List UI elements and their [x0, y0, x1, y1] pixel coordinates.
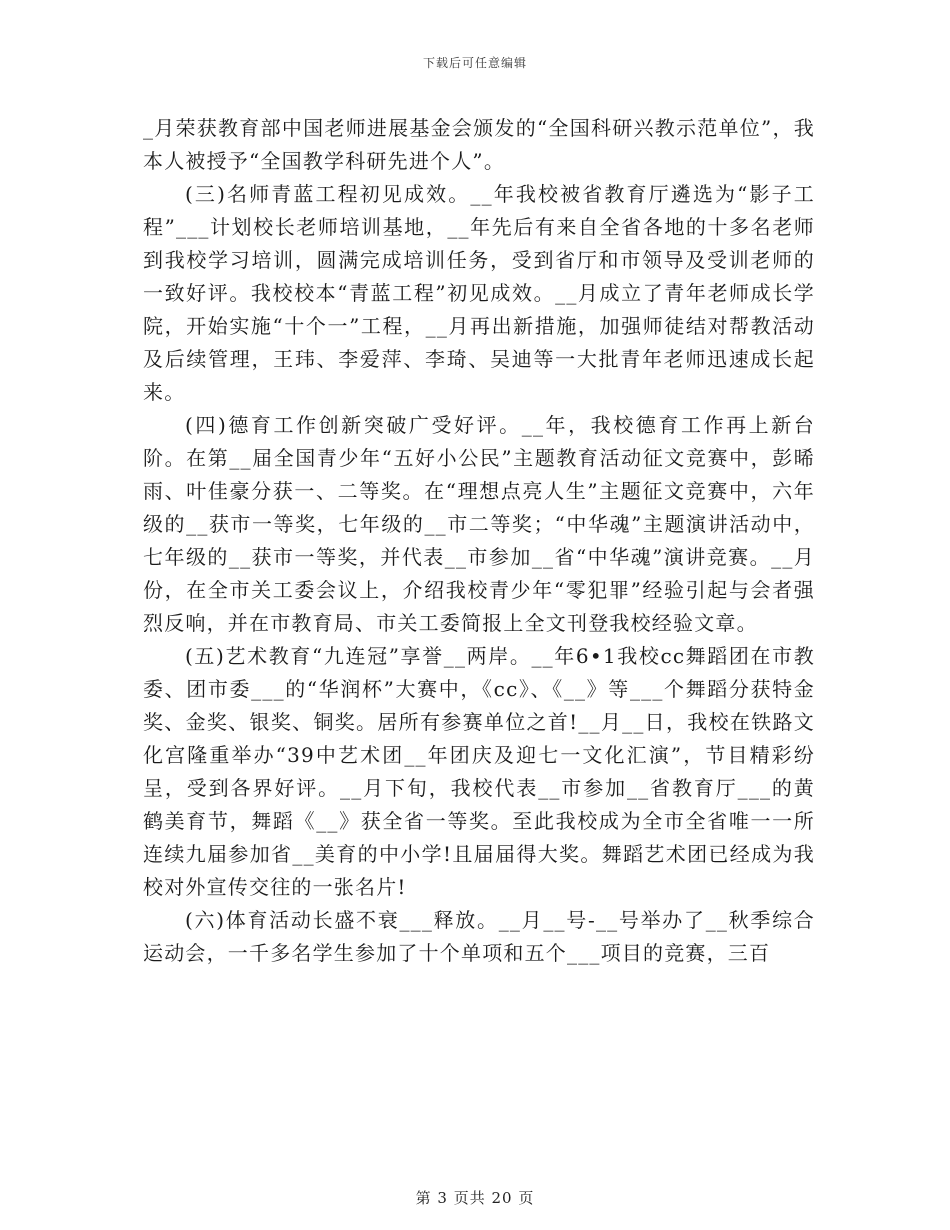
paragraph-section-5: (五)艺术教育“九连冠”享誉__两岸。__年6•1我校cc舞蹈团在市教委、团市委___的“华润杯”大赛中，《cc》、《__》等___个舞蹈分获特金奖、金奖、银奖、铜奖。居所有参赛单位之首!__月__日，我校在铁路文化宫隆重举办“39中艺术团__年团庆及迎七一文化汇演”，节目精彩纷呈，受到各界好评。__月下旬，我校代表__市参加__省教育厅___的黄鹤美育节，舞蹈《__》获全省一等奖。至此我校成为全市全省唯一一所连续九届参加省__美育的中小学!且届届得大奖。舞蹈艺术团已经成为我校对外宣传交往的一张名片!	[143, 644, 815, 899]
paragraph-continuation: _月荣获教育部中国老师进展基金会颁发的“全国科研兴教示范单位”，我本人被授予“全国教学科研先进个人”。	[143, 116, 815, 173]
document-body	[143, 112, 815, 970]
paragraph-section-4: (四)德育工作创新突破广受好评。__年，我校德育工作再上新台阶。在第__届全国青少年“五好小公民”主题教育活动征文竞赛中，彭晞雨、叶佳豪分获一、二等奖。在“理想点亮人生”主题征文竞赛中，六年级的__获市一等奖，七年级的__市二等奖；“中华魂”主题演讲活动中，七年级的__获市一等奖，并代表__市参加__省“中华魂”演讲竞赛。__月份，在全市关工委会议上，介绍我校青少年“零犯罪”经验引起与会者强烈反响，并在市教育局、市关工委简报上全文刊登我校经验文章。	[143, 413, 815, 635]
page-header: 下载后可任意编辑	[422, 56, 527, 70]
paragraph-section-3: (三)名师青蓝工程初见成效。__年我校被省教育厅遴选为“影子工程”___计划校长老师培训基地，__年先后有来自全省各地的十多名老师到我校学习培训，圆满完成培训任务，受到省厅和市领导及受训老师的一致好评。我校校本“青蓝工程”初见成效。__月成立了青年老师成长学院，开始实施“十个一”工程，__月再出新措施，加强师徒结对帮教活动及后续管理，王玮、李爱萍、李琦、吴迪等一大批青年老师迅速成长起来。	[143, 182, 815, 404]
page-number-footer: 第 3 页共 20 页	[415, 1189, 535, 1207]
paragraph-section-6: (六)体育活动长盛不衰___释放。__月__号-__号举办了__秋季综合运动会，一千多名学生参加了十个单项和五个___项目的竞赛，三百	[143, 908, 815, 965]
